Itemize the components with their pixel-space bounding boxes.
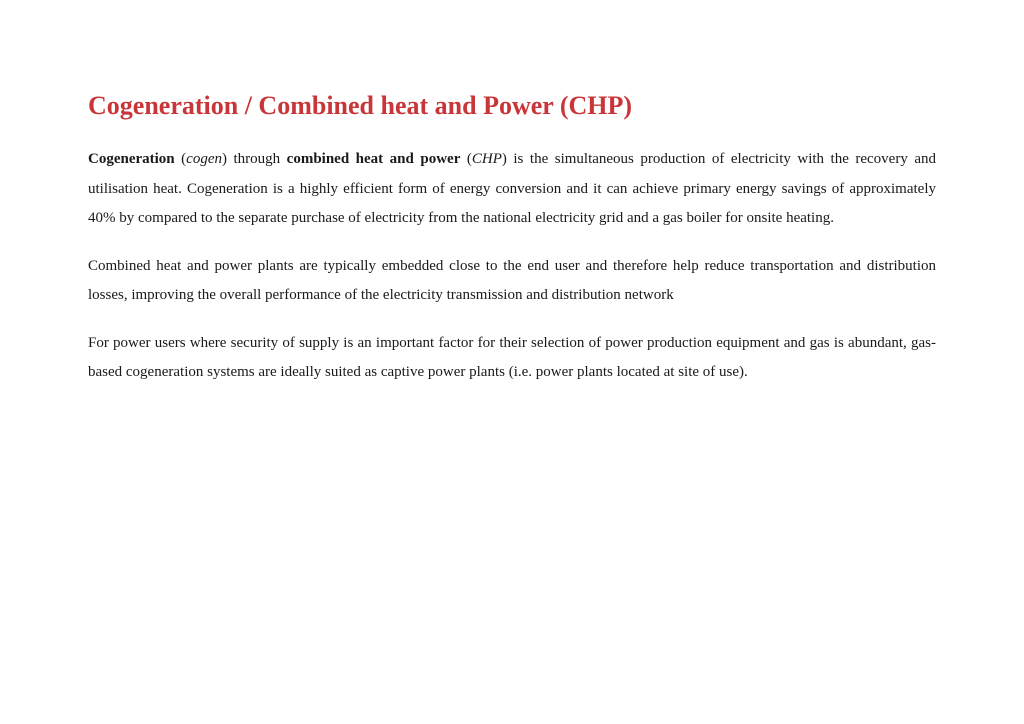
paragraph-embedded-plants: Combined heat and power plants are typically embedded close to the end user and therefore help reduce transportation and distribution losses, improving the overall performance of the electricity transmission and distribution network bbox=[88, 257, 936, 303]
page-title: Cogeneration / Combined heat and Power (CHP) bbox=[88, 91, 633, 120]
abbr-cogen: cogen bbox=[186, 151, 222, 167]
term-chp: combined heat and power bbox=[286, 151, 461, 167]
abbr-chp: CHP bbox=[471, 151, 502, 167]
paragraph-security-of-supply: For power users where security of supply is an important factor for their selection of power production equipment and gas is abundant, gas-based cogeneration systems are ideally suited as captive power plants (i.e. power plants located at site of use). bbox=[88, 334, 936, 380]
paragraph-cogeneration-definition: Cogeneration (cogen) through combined heat and power (CHP) is the simultaneous production of electricity with the recovery and utilisation heat. Cogeneration is a highly efficient form of energy conversion and it can achieve primary energy savings of approximately 40% by compared to the separate purchase of electricity from the national electricity grid and a gas boiler for onsite heating. bbox=[88, 151, 937, 226]
term-cogeneration: Cogeneration bbox=[88, 151, 175, 167]
document-page bbox=[88, 88, 936, 388]
